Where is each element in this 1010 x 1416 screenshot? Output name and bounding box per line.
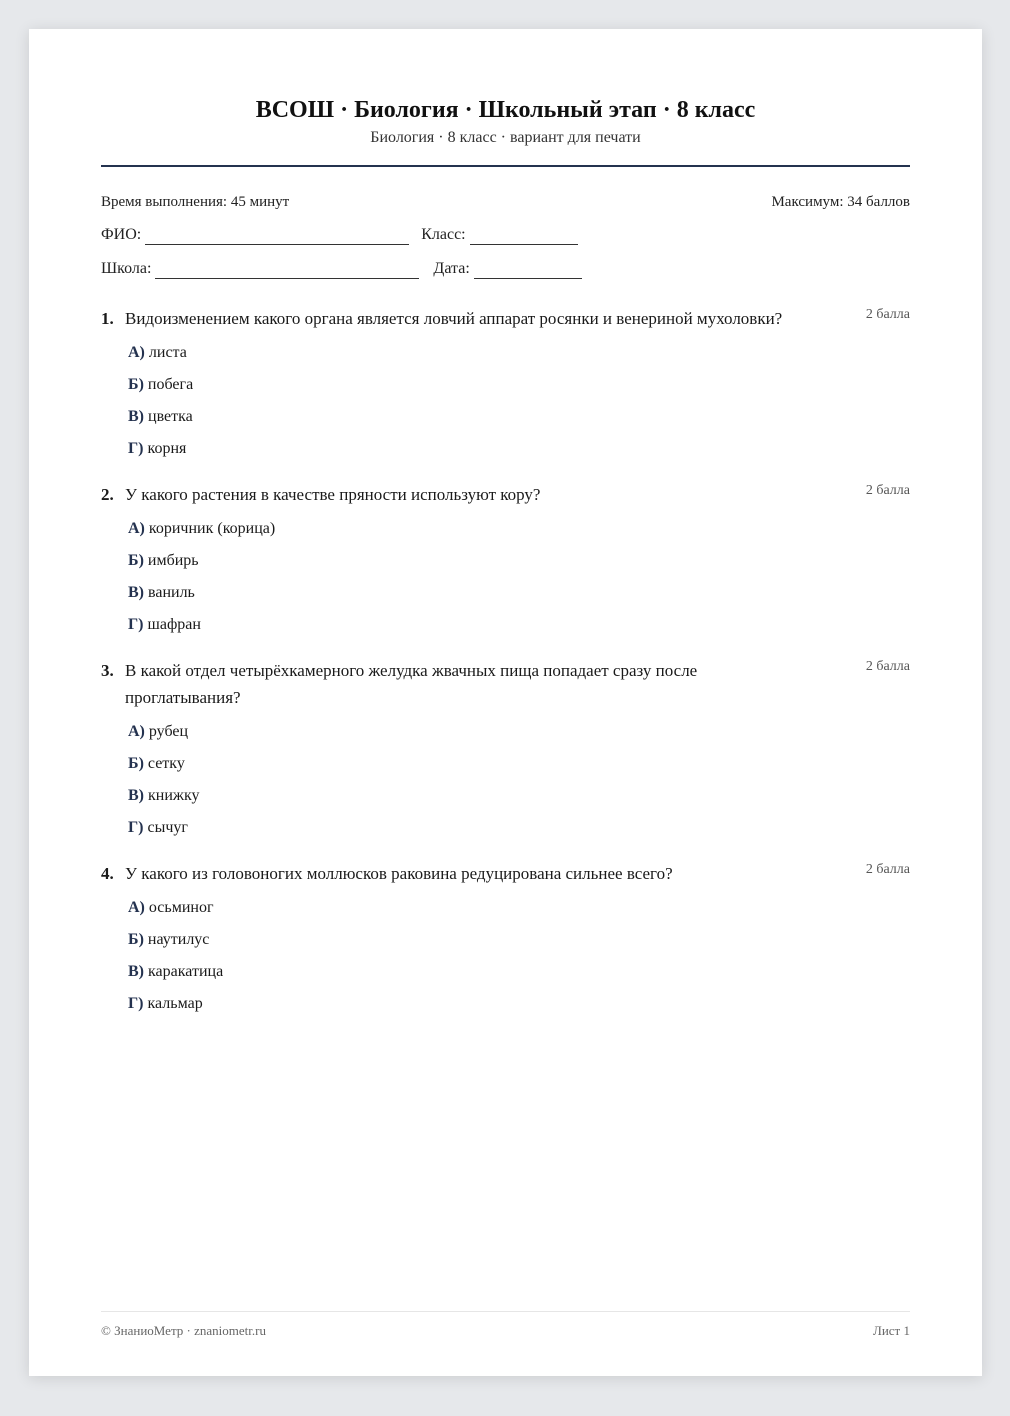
question-2 <box>101 481 910 635</box>
question-1 <box>101 305 910 459</box>
option-letter: А) <box>128 520 145 537</box>
date-label: Дата: <box>433 260 470 277</box>
question-number: 3. <box>101 661 114 680</box>
title-divider <box>101 165 910 167</box>
option-text: сетку <box>147 755 185 772</box>
answer-options <box>101 722 910 838</box>
name-label: ФИО: <box>101 226 142 243</box>
answer-option <box>128 551 910 571</box>
option-letter: В) <box>128 408 144 425</box>
option-text: наутилус <box>147 931 210 948</box>
answer-option <box>128 519 910 539</box>
answer-option <box>128 722 910 742</box>
option-text: сычуг <box>147 819 188 836</box>
answer-options <box>101 343 910 459</box>
question-number: 2. <box>101 485 114 504</box>
answer-option <box>128 583 910 603</box>
option-text: коричник (корица) <box>148 520 276 537</box>
answer-options <box>101 898 910 1014</box>
max-score: Максимум: 34 баллов <box>771 194 910 210</box>
option-letter: Б) <box>128 755 144 772</box>
answer-option <box>128 898 910 918</box>
option-letter: Г) <box>128 819 144 836</box>
answer-option <box>128 994 910 1014</box>
question-points: 2 балла <box>865 483 910 498</box>
question-number: 1. <box>101 309 114 328</box>
option-letter: А) <box>128 899 145 916</box>
name-blank <box>145 228 409 245</box>
time-limit: Время выполнения: 45 минут <box>101 194 290 210</box>
option-text: имбирь <box>147 552 199 569</box>
option-text: листа <box>148 344 187 361</box>
exam-meta <box>101 193 910 211</box>
date-blank <box>474 262 582 279</box>
option-text: корня <box>147 440 187 457</box>
page-footer <box>101 1311 910 1339</box>
option-text: побега <box>147 376 194 393</box>
option-text: рубец <box>148 723 189 740</box>
option-text: книжку <box>148 787 200 804</box>
school-blank <box>155 262 419 279</box>
option-letter: Г) <box>128 995 144 1012</box>
answer-option <box>128 962 910 982</box>
question-4 <box>101 860 910 1014</box>
answer-option <box>128 818 910 838</box>
answer-option <box>128 754 910 774</box>
question-points: 2 балла <box>865 307 910 322</box>
option-text: шафран <box>147 616 201 633</box>
option-letter: Г) <box>128 616 144 633</box>
page-title: ВСОШ · Биология · Школьный этап · 8 класс <box>255 97 756 123</box>
option-letter: А) <box>128 723 145 740</box>
question-number: 4. <box>101 864 114 883</box>
answer-options <box>101 519 910 635</box>
option-letter: В) <box>128 963 144 980</box>
question-text: В какой отдел четырёхкамерного желудка жвачных пища попадает сразу после проглатывания? <box>125 661 698 707</box>
question-text: У какого растения в качестве пряности используют кору? <box>125 485 541 504</box>
option-letter: Г) <box>128 440 144 457</box>
option-letter: А) <box>128 344 145 361</box>
question-text: У какого из головоногих моллюсков раковина редуцирована сильнее всего? <box>125 864 673 883</box>
school-date-row <box>101 259 910 279</box>
option-text: ваниль <box>148 584 195 601</box>
page-subtitle: Биология · 8 класс · вариант для печати <box>370 129 641 146</box>
footer-copyright: © ЗнаниоМетр · znaniometr.ru <box>101 1323 266 1338</box>
question-text: Видоизменением какого органа является ловчий аппарат росянки и венериной мухоловки? <box>125 309 783 328</box>
answer-option <box>128 615 910 635</box>
answer-option <box>128 439 910 459</box>
option-letter: В) <box>128 584 144 601</box>
option-letter: Б) <box>128 376 144 393</box>
class-label: Класс: <box>421 226 466 243</box>
option-text: цветка <box>148 408 193 425</box>
answer-option <box>128 343 910 363</box>
answer-option <box>128 930 910 950</box>
sheet-number: Лист 1 <box>873 1323 910 1338</box>
answer-option <box>128 407 910 427</box>
question-list <box>101 305 910 1014</box>
print-sheet <box>29 29 982 1376</box>
question-3 <box>101 657 910 838</box>
answer-option <box>128 786 910 806</box>
option-letter: Б) <box>128 931 144 948</box>
option-letter: В) <box>128 787 144 804</box>
question-points: 2 балла <box>865 659 910 674</box>
class-blank <box>470 228 578 245</box>
question-points: 2 балла <box>865 862 910 877</box>
school-label: Школа: <box>101 260 152 277</box>
option-text: каракатица <box>148 963 224 980</box>
option-text: кальмар <box>147 995 203 1012</box>
answer-option <box>128 375 910 395</box>
name-class-row <box>101 225 910 245</box>
option-letter: Б) <box>128 552 144 569</box>
option-text: осьминог <box>148 899 214 916</box>
